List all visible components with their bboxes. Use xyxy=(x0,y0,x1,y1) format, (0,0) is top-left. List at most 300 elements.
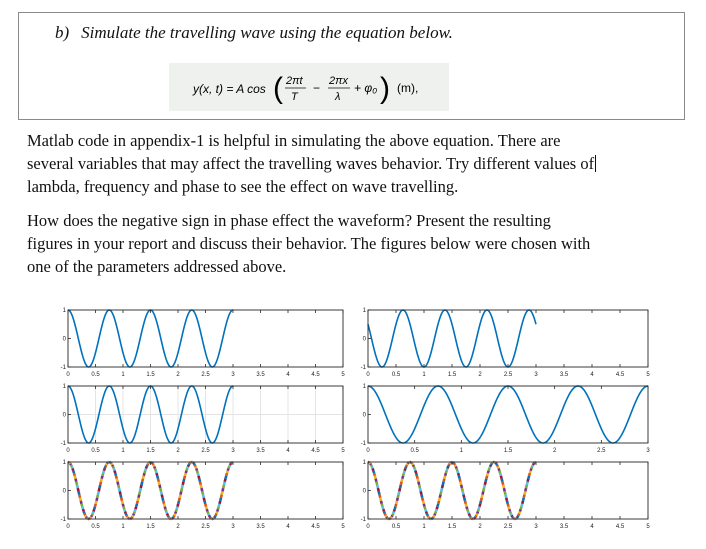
wave-segment xyxy=(146,467,147,469)
paragraph-line: Matlab code in appendix-1 is helpful in simulating the above equation. There are xyxy=(27,131,561,150)
wave-segment xyxy=(193,463,194,464)
wave-segment xyxy=(161,491,162,494)
wave-segment xyxy=(220,498,221,501)
wave-segment xyxy=(230,464,231,465)
wave-segment xyxy=(518,514,519,516)
x-tick-label: 3 xyxy=(534,372,538,378)
wave-segment xyxy=(187,468,188,470)
wave-segment xyxy=(85,515,86,516)
wave-segment xyxy=(125,512,126,514)
wave-segment xyxy=(145,471,146,473)
wave-segment xyxy=(118,485,119,488)
wave-segment xyxy=(425,507,426,510)
wave-segment xyxy=(179,498,180,501)
wave-segment xyxy=(532,465,533,467)
wave-segment xyxy=(482,495,483,498)
wave-segment xyxy=(123,504,124,507)
wave-segment xyxy=(185,473,186,476)
x-tick-label: 3.5 xyxy=(559,372,569,378)
wave-segment xyxy=(117,479,118,482)
wave-segment xyxy=(438,501,439,504)
wave-segment xyxy=(153,464,154,465)
wave-segment xyxy=(399,488,400,491)
wave-segment xyxy=(80,498,81,501)
wave-segment xyxy=(397,498,398,501)
eq-unit: (m), xyxy=(397,81,419,95)
wave-segment xyxy=(481,498,482,501)
wave-segment xyxy=(222,491,223,494)
wave-segment xyxy=(521,504,522,507)
x-tick-label: 0.5 xyxy=(410,448,419,454)
wave-segment xyxy=(143,476,144,479)
wave-segment xyxy=(178,501,179,504)
wave-segment xyxy=(400,485,401,488)
wave-segment xyxy=(115,473,116,476)
y-tick-label: 0 xyxy=(362,412,366,419)
wave-segment xyxy=(81,501,82,504)
wave-segment xyxy=(460,479,461,482)
x-tick-label: 4 xyxy=(286,524,290,530)
axes-frame xyxy=(368,462,648,519)
wave-segment xyxy=(390,518,391,519)
x-tick-label: 2.5 xyxy=(201,372,210,378)
wave-segment xyxy=(387,518,388,519)
wave-segment xyxy=(113,467,114,469)
wave-segment xyxy=(518,515,519,516)
wave-segment xyxy=(124,509,125,511)
wave-segment xyxy=(127,517,128,518)
x-tick-label: 1 xyxy=(121,524,125,530)
y-tick-label: -1 xyxy=(360,365,366,371)
x-tick-label: 4.5 xyxy=(311,448,320,454)
chart-p1 xyxy=(61,308,346,378)
wave-segment xyxy=(70,464,71,465)
wave-segment xyxy=(205,504,206,507)
x-tick-label: 2 xyxy=(552,448,557,454)
wave-segment xyxy=(426,512,427,514)
x-tick-label: 4.5 xyxy=(311,524,320,530)
wave-segment xyxy=(187,467,188,469)
x-tick-label: 5 xyxy=(341,372,345,378)
x-tick-label: 0.5 xyxy=(91,448,100,454)
wave-segment xyxy=(475,517,476,518)
wave-segment xyxy=(421,491,422,494)
eq-minus: − xyxy=(313,81,321,95)
wave-segment xyxy=(208,512,209,514)
wave-segment xyxy=(139,491,140,494)
wave-segment xyxy=(223,488,224,491)
x-tick-label: 4 xyxy=(286,372,290,378)
wave-segment xyxy=(412,464,413,465)
wave-segment xyxy=(445,473,446,476)
x-tick-label: 0 xyxy=(366,372,370,378)
x-tick-label: 0 xyxy=(366,524,370,530)
wave-segment xyxy=(500,473,501,476)
x-tick-label: 3.5 xyxy=(256,448,265,454)
wave-segment xyxy=(199,479,200,482)
wave-segment xyxy=(160,488,161,491)
wave-segment xyxy=(376,482,377,485)
wave-segment xyxy=(377,485,378,488)
wave-segment xyxy=(380,498,381,501)
wave-segment xyxy=(487,473,488,476)
wave-segment xyxy=(447,468,448,470)
wave-segment xyxy=(437,504,438,507)
wave-segment xyxy=(428,515,429,516)
wave-segment xyxy=(111,463,112,464)
wave-segment xyxy=(218,507,219,510)
wave-segment xyxy=(516,518,517,519)
wave-segment xyxy=(497,465,498,467)
x-tick-label: 2.5 xyxy=(503,372,513,378)
wave-segment xyxy=(531,467,532,469)
wave-segment xyxy=(531,468,532,470)
eq-frac2-den: λ xyxy=(335,91,341,103)
x-tick-label: 1 xyxy=(422,372,426,378)
wave-segment xyxy=(457,468,458,470)
wave-segment xyxy=(454,463,455,464)
x-tick-label: 1.5 xyxy=(146,448,155,454)
wave-segment xyxy=(106,464,107,465)
wave-segment xyxy=(415,468,416,470)
wave-segment xyxy=(194,464,195,465)
wave-segment xyxy=(533,464,534,465)
wave-segment xyxy=(486,479,487,482)
wave-segment xyxy=(525,491,526,494)
wave-segment xyxy=(142,479,143,482)
y-tick-label: 0 xyxy=(362,336,366,343)
chart-p6 xyxy=(361,460,651,530)
wave-segment xyxy=(205,501,206,504)
x-tick-label: 1.5 xyxy=(447,524,457,530)
wave-segment xyxy=(220,501,221,504)
wave-segment xyxy=(511,514,512,516)
x-tick-label: 4 xyxy=(590,372,594,378)
wave-segment xyxy=(489,468,490,470)
wave-segment xyxy=(137,501,138,504)
wave-segment xyxy=(394,509,395,511)
x-tick-label: 1.5 xyxy=(146,372,155,378)
axes-frame xyxy=(68,310,343,367)
x-tick-label: 2 xyxy=(478,372,482,378)
y-tick-label: 1 xyxy=(62,384,66,390)
wave-segment xyxy=(136,504,137,507)
wave-segment xyxy=(446,471,447,473)
x-tick-label: 0 xyxy=(66,524,70,530)
wave-segment xyxy=(489,467,490,469)
y-tick-label: 1 xyxy=(362,308,366,314)
wave-segment xyxy=(521,507,522,510)
wave-segment xyxy=(79,491,80,494)
x-tick-label: 3 xyxy=(231,448,235,454)
axes-frame xyxy=(368,386,648,443)
x-tick-label: 0.5 xyxy=(391,524,401,530)
y-tick-label: 0 xyxy=(362,488,366,495)
x-tick-label: 1.5 xyxy=(447,372,457,378)
wave-segment xyxy=(433,517,434,518)
wave-segment xyxy=(470,517,471,518)
wave-segment xyxy=(133,515,134,516)
wave-segment xyxy=(139,495,140,498)
x-tick-label: 2 xyxy=(176,448,180,454)
wave-segment xyxy=(172,518,173,519)
wave-segment xyxy=(138,498,139,501)
x-tick-label: 3 xyxy=(231,524,235,530)
wave-segment xyxy=(121,498,122,501)
wave-segment xyxy=(121,495,122,498)
wave-segment xyxy=(92,514,93,516)
wave-segment xyxy=(97,495,98,498)
wave-segment xyxy=(79,495,80,498)
wave-segment xyxy=(84,512,85,514)
x-tick-label: 5 xyxy=(341,524,345,530)
wave-segment xyxy=(174,515,175,516)
wave-segment xyxy=(443,482,444,485)
x-tick-label: 2 xyxy=(478,524,482,530)
wave-segment xyxy=(162,495,163,498)
wave-segment xyxy=(444,479,445,482)
wave-segment xyxy=(93,512,94,514)
wave-segment xyxy=(107,463,108,464)
wave-segment xyxy=(509,507,510,510)
wave-segment xyxy=(76,482,77,485)
wave-segment xyxy=(119,488,120,491)
wave-segment xyxy=(460,482,461,485)
chart-p4 xyxy=(361,384,651,454)
x-tick-label: 0 xyxy=(66,448,70,454)
wave-segment xyxy=(466,504,467,507)
wave-segment xyxy=(505,491,506,494)
wave-segment xyxy=(188,465,189,467)
wave-segment xyxy=(496,464,497,465)
wave-segment xyxy=(221,495,222,498)
wave-segment xyxy=(528,476,529,479)
wave-segment xyxy=(87,518,88,519)
wave-segment xyxy=(379,491,380,494)
y-tick-label: 0 xyxy=(62,336,66,343)
wave-segment xyxy=(120,491,121,494)
wave-segment xyxy=(374,473,375,476)
wave-segment xyxy=(522,501,523,504)
x-tick-label: 2.5 xyxy=(503,524,513,530)
wave-segment xyxy=(207,509,208,511)
x-tick-label: 5 xyxy=(646,372,650,378)
wave-segment xyxy=(94,509,95,511)
wave-segment xyxy=(502,479,503,482)
wave-segment xyxy=(395,504,396,507)
wave-segment xyxy=(529,473,530,476)
wave-segment xyxy=(523,498,524,501)
wave-segment xyxy=(384,512,385,514)
paragraph-line: lambda, frequency and phase to see the effect on wave travelling. xyxy=(27,177,459,196)
wave-segment xyxy=(396,501,397,504)
wave-segment xyxy=(413,465,414,467)
wave-segment xyxy=(90,518,91,519)
x-tick-label: 0.5 xyxy=(391,372,401,378)
wave-segment xyxy=(499,468,500,470)
wave-segment xyxy=(461,485,462,488)
wave-segment xyxy=(100,485,101,488)
wave-segment xyxy=(373,471,374,473)
wave-segment xyxy=(176,509,177,511)
wave-segment xyxy=(114,468,115,470)
eq-frac1-den: T xyxy=(291,91,298,103)
wave-segment xyxy=(507,501,508,504)
x-tick-label: 5 xyxy=(341,448,345,454)
y-tick-label: 0 xyxy=(62,488,66,495)
wave-segment xyxy=(73,471,74,473)
wave-segment xyxy=(421,495,422,498)
wave-segment xyxy=(231,463,232,464)
wave-segment xyxy=(415,471,416,473)
wave-segment xyxy=(152,463,153,464)
wave-segment xyxy=(184,479,185,482)
wave-segment xyxy=(404,471,405,473)
wave-segment xyxy=(128,518,129,519)
wave-line xyxy=(68,310,233,367)
wave-segment xyxy=(418,482,419,485)
wave-segment xyxy=(530,471,531,473)
wave-segment xyxy=(228,468,229,470)
wave-segment xyxy=(478,509,479,511)
wave-segment xyxy=(204,498,205,501)
chart-p2 xyxy=(361,308,651,378)
wave-segment xyxy=(437,507,438,510)
wave-segment xyxy=(406,465,407,467)
wave-segment xyxy=(371,465,372,467)
wave-segment xyxy=(479,507,480,510)
wave-segment xyxy=(157,476,158,479)
wave-segment xyxy=(199,476,200,479)
wave-segment xyxy=(499,471,500,473)
wave-segment xyxy=(214,517,215,518)
wave-segment xyxy=(405,468,406,470)
wave-segment xyxy=(450,463,451,464)
wave-segment xyxy=(142,482,143,485)
wave-segment xyxy=(102,476,103,479)
wave-segment xyxy=(181,491,182,494)
x-tick-label: 1 xyxy=(422,524,426,530)
wave-segment xyxy=(71,465,72,467)
wave-segment xyxy=(165,507,166,510)
wave-segment xyxy=(393,512,394,514)
wave-segment xyxy=(373,468,374,470)
wave-segment xyxy=(135,509,136,511)
wave-segment xyxy=(381,501,382,504)
x-tick-label: 4.5 xyxy=(615,524,625,530)
wave-segment xyxy=(166,512,167,514)
wave-segment xyxy=(227,471,228,473)
wave-segment xyxy=(479,504,480,507)
y-tick-label: -1 xyxy=(360,517,366,523)
x-tick-label: 4 xyxy=(286,448,290,454)
wave-segment xyxy=(112,464,113,465)
wave-segment xyxy=(216,514,217,516)
wave-segment xyxy=(386,517,387,518)
paragraph-line: figures in your report and discuss their behavior. The figures below were chosen with xyxy=(27,234,591,253)
wave-segment xyxy=(412,463,413,464)
x-tick-label: 0 xyxy=(366,448,370,454)
wave-segment xyxy=(517,517,518,518)
wave-segment xyxy=(476,515,477,516)
wave-segment xyxy=(197,471,198,473)
wave-segment xyxy=(103,473,104,476)
wave-segment xyxy=(498,467,499,469)
y-tick-label: 1 xyxy=(362,460,366,466)
wave-segment xyxy=(505,495,506,498)
y-tick-label: -1 xyxy=(60,441,66,447)
wave-segment xyxy=(429,518,430,519)
x-tick-label: 3.5 xyxy=(256,524,265,530)
wave-segment xyxy=(180,495,181,498)
wave-segment xyxy=(134,512,135,514)
wave-segment xyxy=(196,467,197,469)
wave-segment xyxy=(379,495,380,498)
x-tick-label: 2.5 xyxy=(597,448,606,454)
x-tick-label: 3 xyxy=(231,372,235,378)
wave-segment xyxy=(417,476,418,479)
wave-segment xyxy=(483,491,484,494)
wave-segment xyxy=(74,473,75,476)
wave-segment xyxy=(118,482,119,485)
wave-segment xyxy=(524,495,525,498)
wave-segment xyxy=(376,479,377,482)
wave-segment xyxy=(190,463,191,464)
wave-segment xyxy=(370,463,371,464)
wave-segment xyxy=(512,517,513,518)
wave-segment xyxy=(468,512,469,514)
wave-segment xyxy=(224,482,225,485)
wave-segment xyxy=(215,515,216,516)
wave-segment xyxy=(91,515,92,516)
x-tick-label: 1.5 xyxy=(503,448,513,454)
wave-segment xyxy=(169,517,170,518)
x-tick-label: 0.5 xyxy=(91,372,100,378)
wave-segment xyxy=(91,517,92,518)
wave-segment xyxy=(484,485,485,488)
wave-segment xyxy=(491,464,492,465)
x-tick-label: 0 xyxy=(66,372,70,378)
wave-segment xyxy=(471,518,472,519)
wave-segment xyxy=(444,476,445,479)
wave-segment xyxy=(401,482,402,485)
wave-segment xyxy=(198,473,199,476)
x-tick-label: 1.5 xyxy=(146,524,155,530)
wave-segment xyxy=(534,463,535,464)
wave-segment xyxy=(509,509,510,511)
wave-segment xyxy=(214,518,215,519)
wave-segment xyxy=(201,485,202,488)
wave-segment xyxy=(72,467,73,469)
task-label: b) xyxy=(55,23,70,42)
wave-segment xyxy=(455,465,456,467)
x-tick-label: 3 xyxy=(646,448,650,454)
wave-segment xyxy=(183,482,184,485)
wave-segment xyxy=(520,509,521,511)
wave-segment xyxy=(166,509,167,511)
wave-segment xyxy=(140,488,141,491)
wave-segment xyxy=(195,465,196,467)
wave-segment xyxy=(210,517,211,518)
wave-segment xyxy=(456,467,457,469)
wave-segment xyxy=(206,507,207,510)
wave-segment xyxy=(116,476,117,479)
wave-line xyxy=(368,386,648,443)
wave-segment xyxy=(403,473,404,476)
wave-segment xyxy=(512,515,513,516)
wave-segment xyxy=(510,512,511,514)
wave-segment xyxy=(169,518,170,519)
